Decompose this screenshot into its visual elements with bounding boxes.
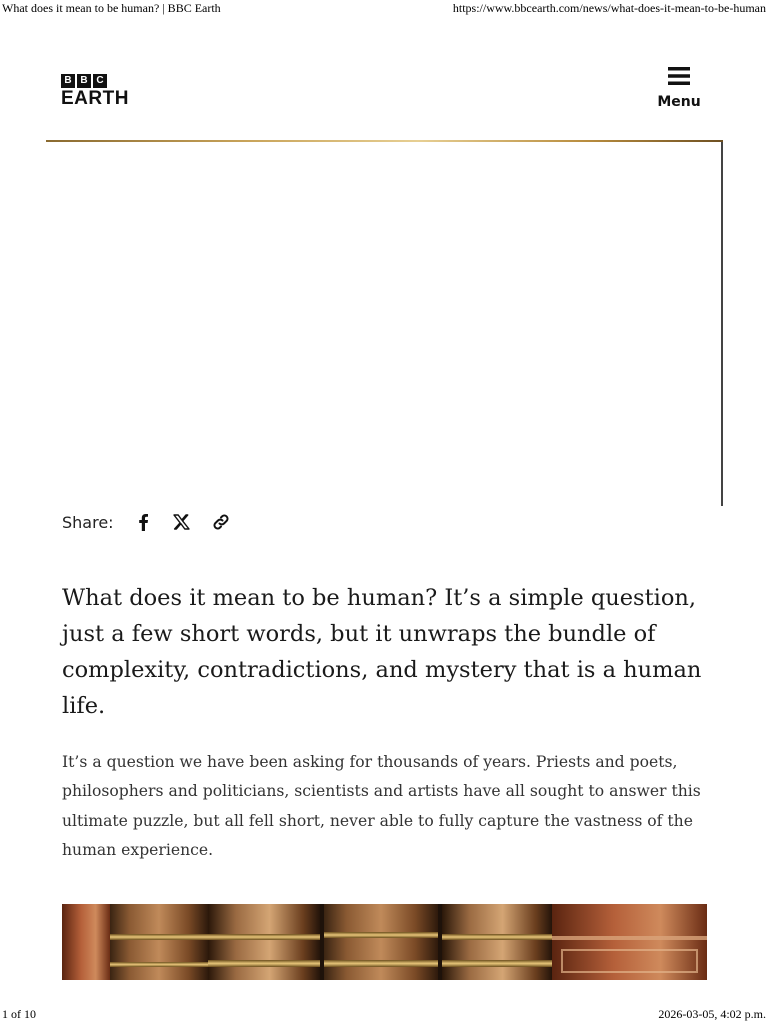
bbc-earth-logo[interactable] [61, 74, 133, 110]
print-timestamp: 2026-03-05, 4:02 p.m. [658, 1007, 766, 1021]
bbc-block-b1: B [61, 74, 75, 88]
article-image-books [62, 904, 707, 980]
bbc-blocks [61, 74, 133, 88]
hamburger-icon [667, 66, 691, 86]
hero-image-edge [721, 142, 723, 506]
article-paragraph: It’s a question we have been asking for thousands of years. Priests and poets, philosophers and politicians, scientists and artists have all sought to answer this ultimate puzzle, but all fell short, never able to fully capture the vastness of the human experience. [62, 753, 701, 859]
hero-image [46, 142, 722, 506]
print-page-url: https://www.bbcearth.com/news/what-does-it-mean-to-be-human [452, 1, 766, 15]
books-illustration [62, 904, 707, 980]
article-lede: What does it mean to be human? It’s a simple question, just a few short words, but it unwraps the bundle of complexity, contradictions, and mystery that is a human life. [62, 585, 702, 719]
bbc-block-c: C [93, 74, 107, 88]
share-bar [62, 508, 247, 536]
print-page-title: What does it mean to be human? | BBC Earth [2, 1, 221, 15]
print-header [0, 0, 768, 16]
x-icon [173, 514, 190, 530]
menu-button[interactable] [650, 66, 708, 120]
bbc-block-b2: B [77, 74, 91, 88]
share-label: Share: [62, 512, 114, 532]
menu-label: Menu [657, 94, 701, 110]
share-copy-link-button[interactable] [208, 509, 234, 535]
share-x-button[interactable] [169, 509, 195, 535]
facebook-icon [137, 513, 149, 531]
link-icon [212, 513, 230, 531]
print-page-count: 1 of 10 [2, 1007, 36, 1021]
share-facebook-button[interactable] [130, 509, 156, 535]
logo-wordmark: EARTH [61, 88, 129, 109]
print-footer [0, 1006, 768, 1024]
